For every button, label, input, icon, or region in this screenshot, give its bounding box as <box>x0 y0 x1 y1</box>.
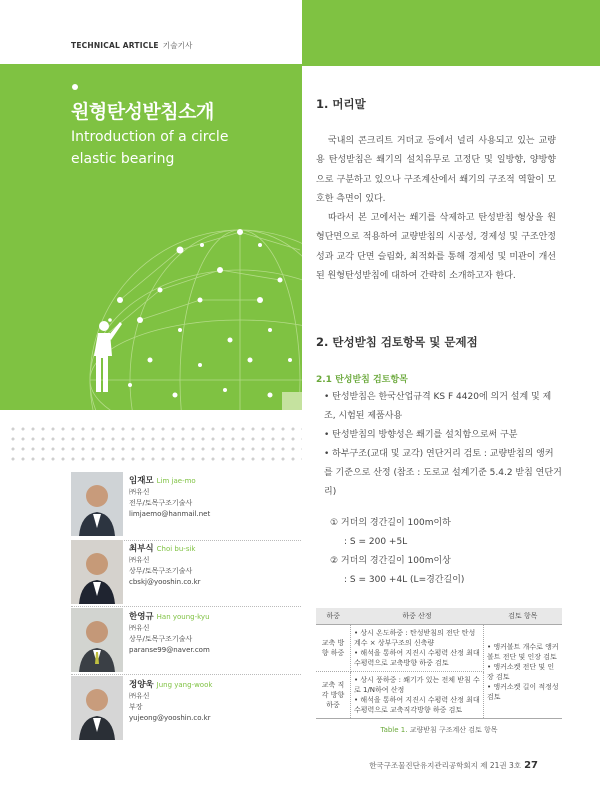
span-item-1: ① 거더의 경간길이 100m이하 <box>330 518 451 528</box>
bullet-ks: • 탄성받침은 한국산업규격 KS F 4420에 의거 설계 및 제조, 시험된 제품사용 <box>324 392 552 421</box>
bullet-edge-distance: • 하부구조(교대 및 교각) 연단거리 검토 : 교량받침의 앵커를 기준으로 산정 (참조 : 도로교 설계기준 5.4.2 받침 연단거리) <box>324 449 562 497</box>
bullet-direction: • 탄성받침의 방향성은 쐐기를 설치함으로써 구분 <box>324 430 518 440</box>
table-cell-item: • 해석을 통하여 지진시 수평력 산정 최대 수평력으로 교축방향 하중 검토 <box>354 649 480 667</box>
review-items-table <box>316 608 562 719</box>
author-email: paranse99@naver.com <box>129 646 210 654</box>
top-green-strip <box>302 0 600 66</box>
author-role: 전무/토목구조기술사 <box>129 499 193 507</box>
author-company: ㈜유신 <box>129 692 150 700</box>
author-card <box>71 472 301 536</box>
title-korean: 원형탄성받침소개 <box>71 101 214 123</box>
author-company: ㈜유신 <box>129 556 150 564</box>
avatar <box>71 540 123 604</box>
avatar <box>71 676 123 740</box>
author-divider <box>71 606 301 607</box>
author-role: 상무/토목구조기술사 <box>129 567 193 575</box>
avatar <box>71 472 123 536</box>
table-cell-item: • 해석을 통하여 지진시 수평력 산정 최대 수평력으로 교축직각방향 하중 검토 <box>354 696 480 714</box>
section2-subheading: 2.1 탄성받침 검토항목 <box>316 375 408 385</box>
author-card <box>71 676 301 740</box>
banner-header-strip <box>0 0 302 64</box>
table-header: 하중 산정 <box>351 608 484 625</box>
table-row <box>316 625 562 672</box>
table-header: 하중 <box>316 608 351 625</box>
section-label-ko: 기술기사 <box>162 41 193 50</box>
author-email: cbskj@yooshin.co.kr <box>129 578 201 586</box>
title-english: Introduction of a circle elastic bearing <box>71 129 229 167</box>
author-role: 부장 <box>129 703 143 711</box>
author-company: ㈜유신 <box>129 488 150 496</box>
author-email: yujeong@yooshin.co.kr <box>129 714 211 722</box>
author-name-en: Lim jae-mo <box>156 477 196 485</box>
section1-heading: 1. 머리말 <box>316 97 366 111</box>
section1-para1: 국내의 콘크리트 거더교 등에서 널리 사용되고 있는 교량용 탄성받침은 쐐기의 설치유무로 고정단 및 일방향, 양방향으로 구분하고 있으나 구조계산에서 쐐기의 구조적 역할이 모호한 측면이 있다. <box>316 136 556 205</box>
span-item-2: ② 거더의 경간길이 100m이상 <box>330 556 451 566</box>
table-header: 검토 항목 <box>484 608 563 625</box>
author-name: 임재모 <box>129 476 154 486</box>
avatar <box>71 608 123 672</box>
author-name: 최부식 <box>129 544 154 554</box>
author-card <box>71 608 301 672</box>
table-cell-category: 교축 직각 방향 하중 <box>316 672 351 719</box>
table-caption-text: 교량받침 구조계산 검토 항목 <box>409 726 498 734</box>
table-cell-category: 교축 방향 하중 <box>316 625 351 672</box>
author-company: ㈜유신 <box>129 624 150 632</box>
span-formula-1: : S = 200 +5L <box>344 537 408 547</box>
title-banner <box>0 0 302 410</box>
author-name-en: Jung yang-wook <box>156 681 213 689</box>
table-check-item: • 앵커소켓 길이 적정성 검토 <box>487 682 559 701</box>
table-check-item: • 앵커볼트 개수로 앵커볼트 전단 및 인장 검토 <box>487 642 559 661</box>
table-cell-item: • 상시 온도하중 : 탄성받침의 전단 탄성계수 × 상부구조의 신축량 <box>354 629 476 647</box>
section-label <box>71 40 193 51</box>
table-caption-label: Table 1. <box>380 726 408 734</box>
section1-para2: 따라서 본 고에서는 쐐기를 삭제하고 탄성받침 형상을 원형단면으로 적용하여 교량받침의 시공성, 경제성 및 구조안정성과 교각 단면 슬림화, 최적화를 통해 경제성 및 미관이 개선된 원형탄성받침에 대하여 간략히 소개하고자 한다. <box>316 213 556 282</box>
author-name-en: Choi bu-sik <box>156 545 196 553</box>
journal-name: 한국구조물진단유지관리공학회지 제 21권 3호 <box>369 761 522 770</box>
title-bullet <box>72 84 78 90</box>
dot-pattern <box>8 424 302 464</box>
author-name: 정양욱 <box>129 680 154 690</box>
page-footer <box>369 760 538 771</box>
author-divider <box>71 674 301 675</box>
author-role: 상무/토목구조기술사 <box>129 635 193 643</box>
table-caption <box>316 725 562 735</box>
page-fold-corner <box>282 392 302 410</box>
section-label-en: TECHNICAL ARTICLE <box>71 41 159 50</box>
span-formula-2: : S = 300 +4L (L=경간길이) <box>344 575 465 585</box>
author-email: limjaemo@hanmail.net <box>129 510 211 518</box>
table-check-item: • 앵커소켓 전단 및 인장 검토 <box>487 662 555 681</box>
page-number: 27 <box>524 760 538 771</box>
author-name: 한영규 <box>129 612 154 622</box>
author-card <box>71 540 301 604</box>
section2-heading: 2. 탄성받침 검토항목 및 문제점 <box>316 335 478 349</box>
author-name-en: Han young-kyu <box>156 613 210 621</box>
table-cell-item: • 상시 풍하중 : 쐐기가 있는 전체 받침 수로 1/N하여 산정 <box>354 676 480 694</box>
